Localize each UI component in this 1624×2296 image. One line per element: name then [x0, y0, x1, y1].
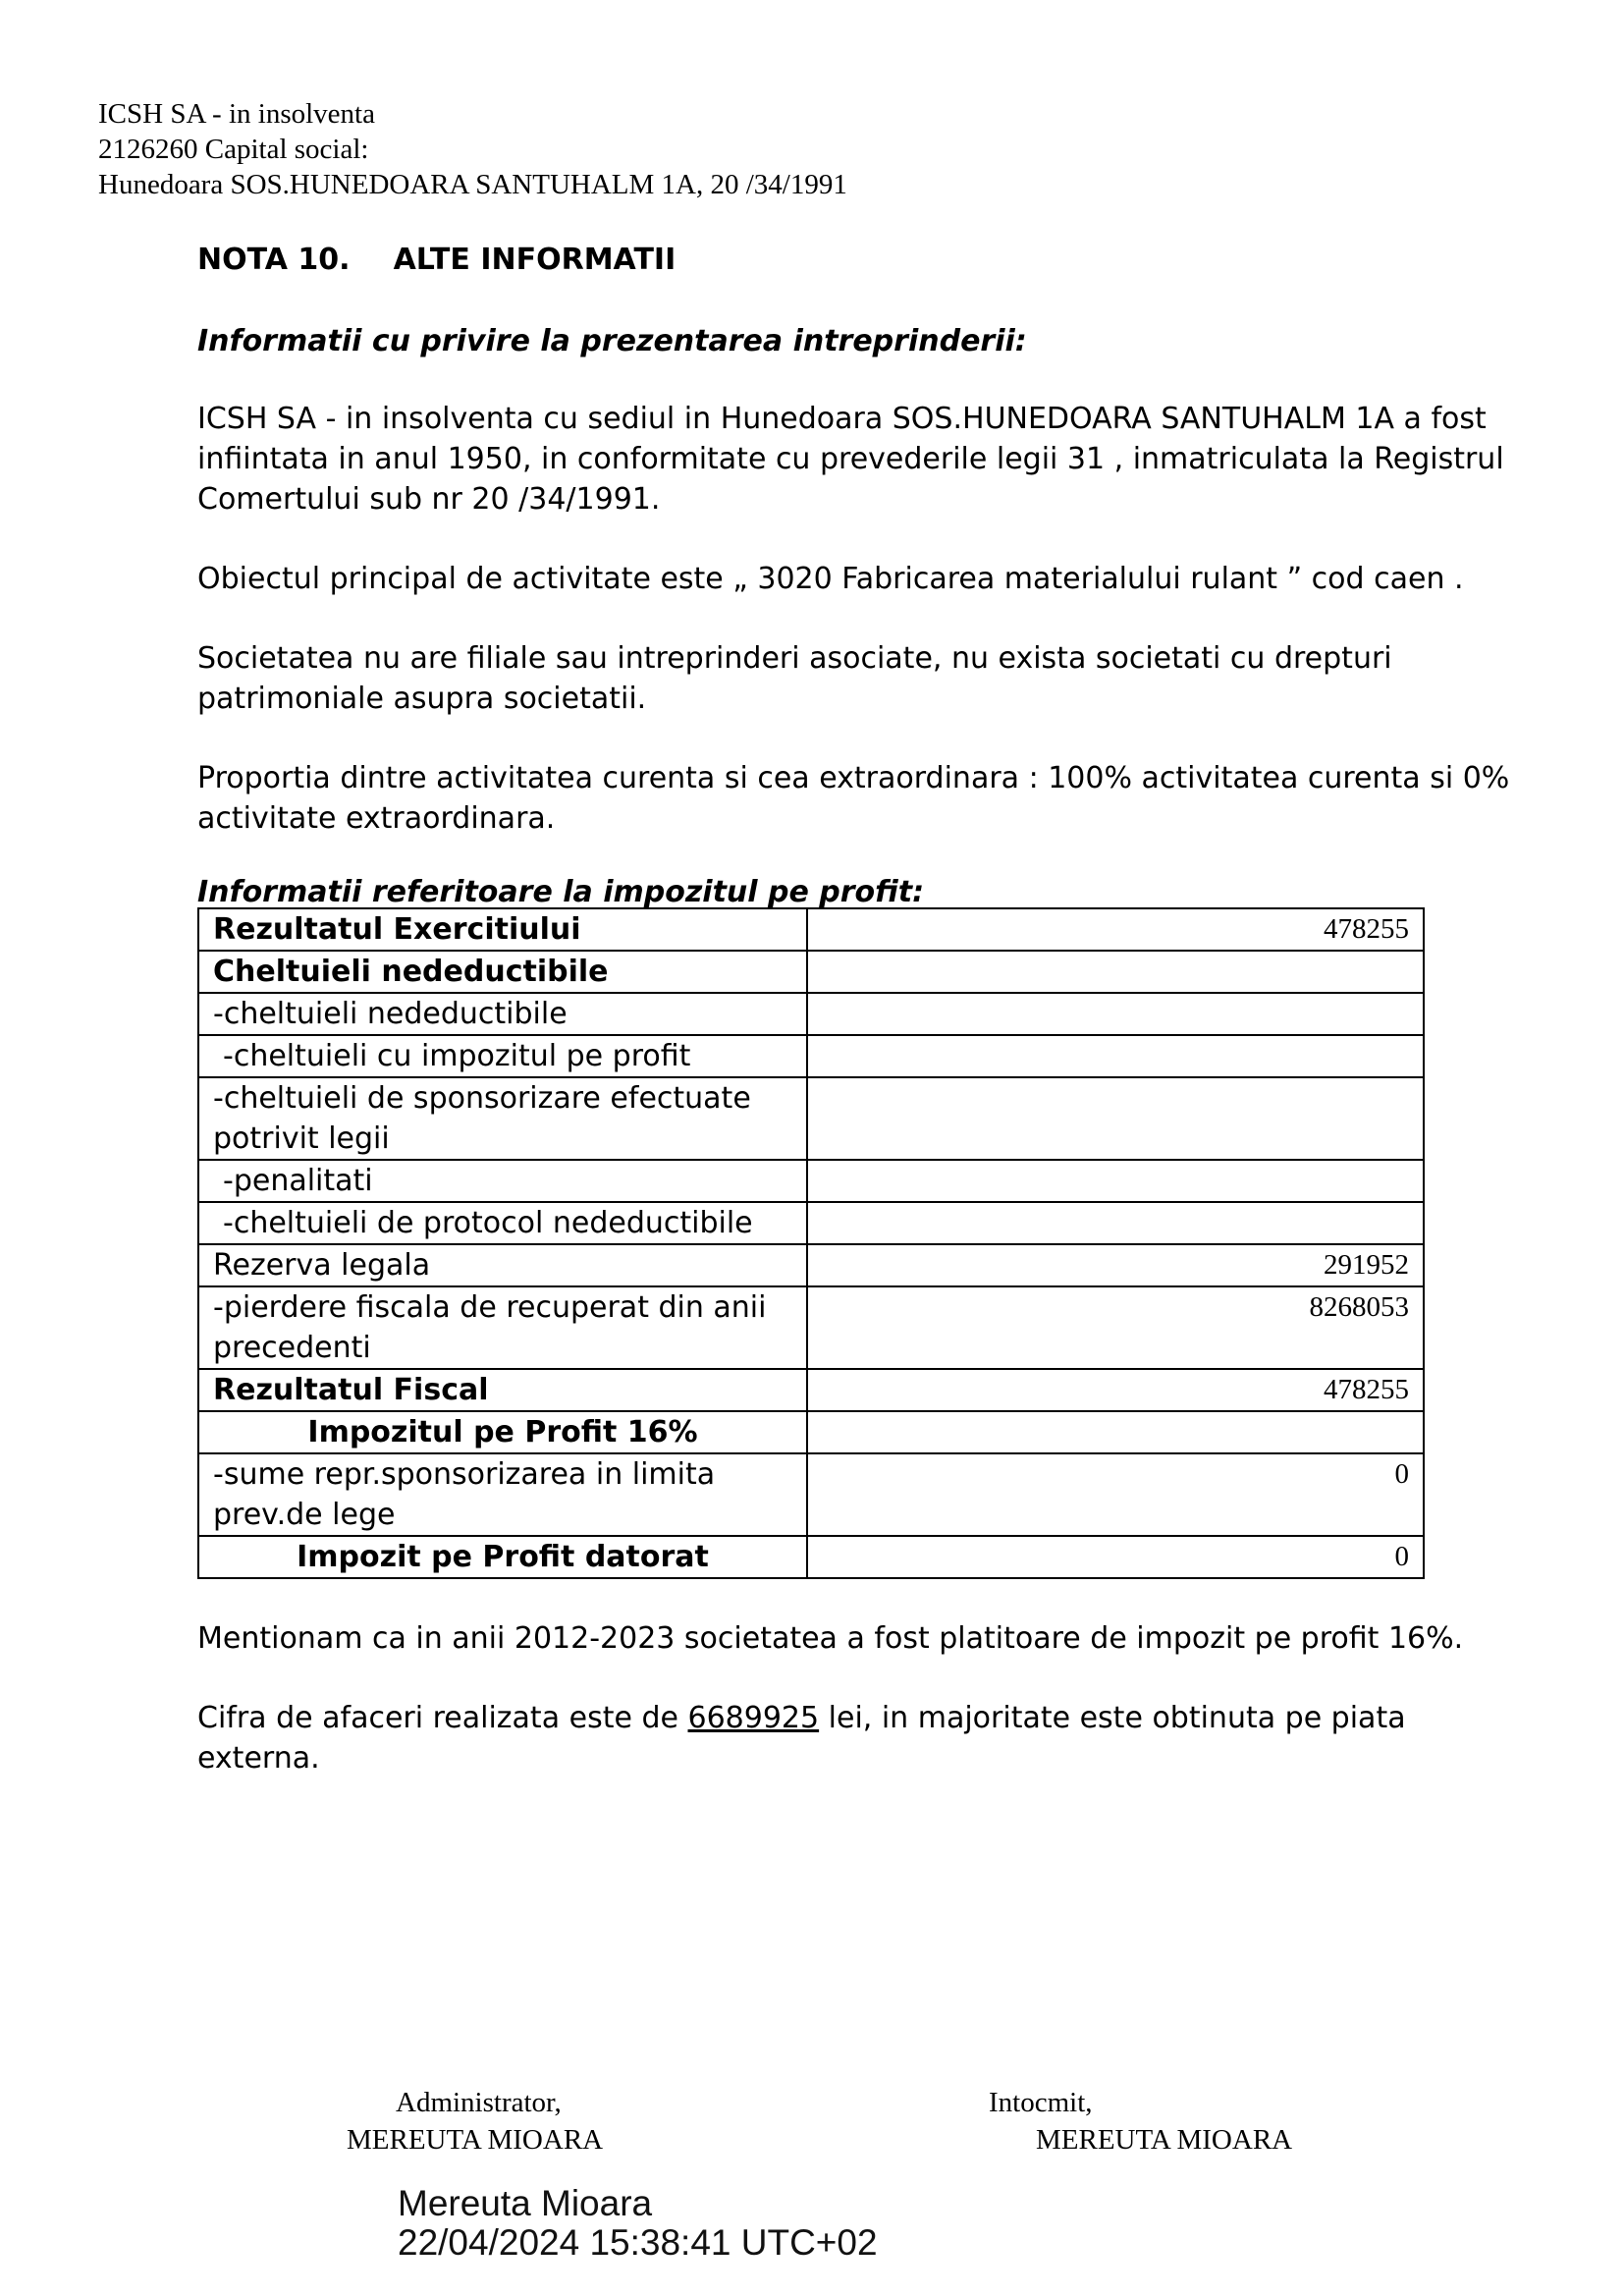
- row-label: Impozitul pe Profit 16%: [198, 1411, 807, 1453]
- note-number: NOTA 10.: [197, 243, 351, 277]
- row-label: -sume repr.sponsorizarea in limita prev.de lege: [198, 1453, 807, 1536]
- row-value: [807, 1035, 1424, 1077]
- table-row: [198, 1411, 1424, 1453]
- row-label: -pierdere fiscala de recuperat din anii precedenti: [198, 1286, 807, 1369]
- prepared-by-name: MEREUTA MIOARA: [1036, 2124, 1293, 2156]
- prepared-by-title: Intocmit,: [989, 2087, 1093, 2118]
- table-row: [198, 1244, 1424, 1286]
- turnover-prefix: Cifra de afaceri realizata este de: [197, 1701, 688, 1735]
- row-value: [807, 993, 1424, 1035]
- row-value: 0: [807, 1536, 1424, 1578]
- profit-tax-table: [197, 907, 1425, 1579]
- table-row: [198, 1035, 1424, 1077]
- row-label: -cheltuieli nedeductibile: [198, 993, 807, 1035]
- row-value: 291952: [807, 1244, 1424, 1286]
- table-row: [198, 951, 1424, 993]
- administrator-title: Administrator,: [396, 2087, 562, 2118]
- subsidiaries-paragraph: Societatea nu are filiale sau intreprinderi asociate, nu exista societati cu drepturi patrimoniale asupra societatii.: [197, 641, 1392, 716]
- capital-line: 2126260 Capital social:: [98, 134, 369, 165]
- section-title-company: Informatii cu privire la prezentarea intreprinderii:: [197, 324, 1027, 358]
- row-label: -cheltuieli de protocol nedeductibile: [198, 1202, 807, 1244]
- turnover-paragraph: [197, 1698, 1533, 1778]
- row-value: 8268053: [807, 1286, 1424, 1369]
- row-value: [807, 951, 1424, 993]
- table-row: [198, 1202, 1424, 1244]
- tax-mention-paragraph: Mentionam ca in anii 2012-2023 societatea a fost platitoare de impozit pe profit 16%.: [197, 1621, 1464, 1656]
- activity-proportion-paragraph: Proportia dintre activitatea curenta si cea extraordinara : 100% activitatea curenta si 0% activitate extraordinara.: [197, 761, 1510, 836]
- row-label: Rezultatul Exercitiului: [198, 908, 807, 951]
- table-row: [198, 1160, 1424, 1202]
- row-value: [807, 1160, 1424, 1202]
- address-line: Hunedoara SOS.HUNEDOARA SANTUHALM 1A, 20 /34/1991: [98, 169, 847, 200]
- administrator-signature-block: [347, 2084, 604, 2159]
- row-value: [807, 1202, 1424, 1244]
- turnover-suffix: lei, in majoritate este obtinuta pe piata externa.: [197, 1701, 1406, 1776]
- row-label: -penalitati: [198, 1160, 807, 1202]
- note-title: ALTE INFORMATII: [393, 243, 677, 277]
- table-row: [198, 1077, 1424, 1160]
- note-content: [197, 240, 1533, 1778]
- row-label: Rezerva legala: [198, 1244, 807, 1286]
- turnover-value: 6689925: [687, 1701, 820, 1735]
- table-row: [198, 1536, 1424, 1578]
- table-row: [198, 993, 1424, 1035]
- digital-signature-name: Mereuta Mioara: [398, 2183, 653, 2223]
- row-value: [807, 1077, 1424, 1160]
- row-label: -cheltuieli de sponsorizare efectuate potrivit legii: [198, 1077, 807, 1160]
- table-row: [198, 908, 1424, 951]
- digital-signature-stamp: [398, 2184, 878, 2263]
- company-name-line: ICSH SA - in insolventa: [98, 98, 375, 130]
- row-label: Cheltuieli nedeductibile: [198, 951, 807, 993]
- note-heading: [197, 240, 1533, 280]
- prepared-by-signature-block: [989, 2084, 1292, 2159]
- table-row: [198, 1286, 1424, 1369]
- row-label: Impozit pe Profit datorat: [198, 1536, 807, 1578]
- document-header: [98, 96, 847, 202]
- row-value: 478255: [807, 1369, 1424, 1411]
- table-row: [198, 1453, 1424, 1536]
- activity-paragraph: Obiectul principal de activitate este „ 3020 Fabricarea materialului rulant ” cod caen .: [197, 562, 1464, 596]
- administrator-name: MEREUTA MIOARA: [347, 2124, 604, 2156]
- section-title-tax: Informatii referitoare la impozitul pe profit:: [197, 875, 925, 909]
- company-paragraph: ICSH SA - in insolventa cu sediul in Hunedoara SOS.HUNEDOARA SANTUHALM 1A a fost infiintata in anul 1950, in conformitate cu prevederile legii 31 , inmatriculata la Registrul Comertului sub nr 20 /34/1991.: [197, 402, 1504, 517]
- row-value: [807, 1411, 1424, 1453]
- row-value: 0: [807, 1453, 1424, 1536]
- table-row: [198, 1369, 1424, 1411]
- digital-signature-timestamp: 22/04/2024 15:38:41 UTC+02: [398, 2222, 878, 2263]
- row-value: 478255: [807, 908, 1424, 951]
- row-label: -cheltuieli cu impozitul pe profit: [198, 1035, 807, 1077]
- row-label: Rezultatul Fiscal: [198, 1369, 807, 1411]
